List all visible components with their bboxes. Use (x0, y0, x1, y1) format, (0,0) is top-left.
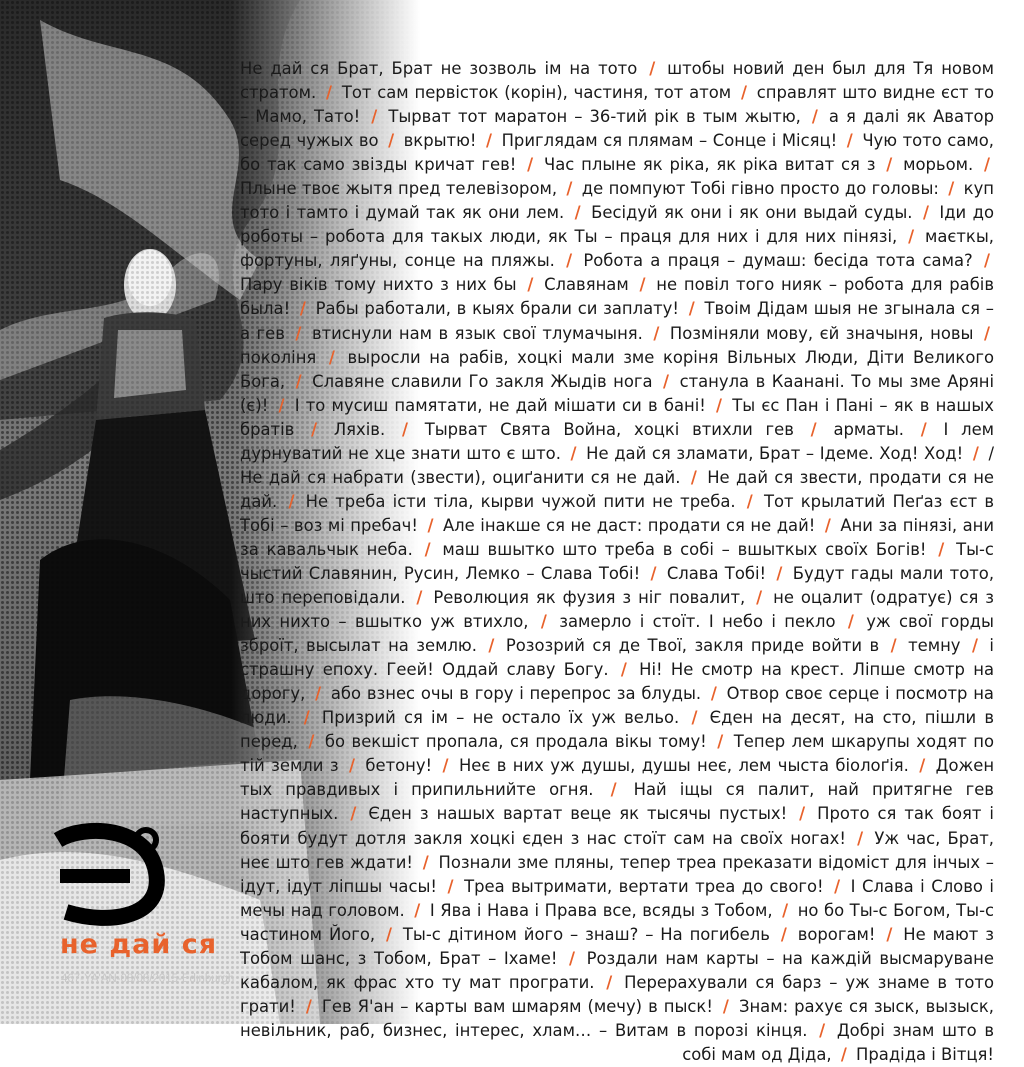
line-separator: / (716, 395, 723, 415)
lyric-line: Знам: рахує ся зыск, вызыск, невільник, раб, бизнес, інтерес, хлам… – Витам в порозі кінця. (240, 996, 994, 1040)
lyric-line: Плыне твоє жытя пред телевізором, (240, 179, 558, 199)
line-separator: / (948, 179, 955, 199)
lyric-line: І лем дурнуватий не хце знати што є што. (240, 419, 995, 463)
line-separator: / (908, 227, 915, 247)
line-separator: / (574, 203, 581, 223)
line-separator: / (746, 491, 753, 511)
line-separator: / (846, 131, 853, 151)
line-separator: / (424, 539, 431, 559)
line-separator: / (311, 419, 318, 439)
line-separator: / (938, 539, 945, 559)
line-separator: / (886, 924, 893, 944)
lyric-line: Будут гады мали тото, што переповідали. (240, 563, 995, 608)
lyric-line: маєткы, фортуны, ляґуны, сонце на пляжы. (240, 227, 994, 271)
lyric-line: Ляхів. (333, 419, 386, 439)
lyric-line: втиснули нам в язык свої тлумачыня. (311, 323, 643, 343)
line-separator: / (776, 563, 783, 583)
lyric-line: Добрі знам што в собі мам од Діда, (682, 1020, 994, 1064)
line-separator: / (983, 251, 990, 271)
line-separator: / (810, 419, 817, 439)
line-separator: / (690, 467, 697, 487)
lyric-line: Ты-с дітином його – знаш? – На погибель (402, 924, 770, 944)
line-separator: / (857, 828, 864, 848)
lyric-line: Не дай ся звести, продати ся не дай. (240, 467, 994, 511)
line-separator: / (299, 299, 306, 319)
lyric-line: Ани за пінязі, ани за кавальчык неба. (240, 515, 995, 559)
line-separator: / (920, 419, 927, 439)
lyric-line: Не мают з Тобом шанс, з Тобом, Брат – Іхаме! (240, 924, 994, 968)
lyric-line: бетону! (365, 756, 433, 776)
lyric-line: і страшну епоху. Гeeй! Оддай славу Богу. (240, 636, 994, 680)
line-separator: / (295, 371, 302, 391)
lyric-line: станула в Каанані. То мы зме Аряні (є)! (240, 371, 995, 415)
line-separator: / (811, 107, 818, 127)
line-separator: / (371, 107, 378, 127)
line-separator: / (971, 636, 978, 656)
line-separator: / (422, 852, 429, 872)
line-separator: / (840, 1044, 847, 1064)
line-separator: / (305, 996, 312, 1016)
line-separator: / (922, 203, 929, 223)
line-separator: / (639, 275, 646, 295)
lyric-line: Ты-с чыстий Славянин, Русин, Лемко – Слава Тобі! (240, 539, 994, 583)
line-separator: / (984, 155, 991, 175)
lyric-line: куп тото і тамто і думай так як они лем. (240, 179, 994, 223)
lyric-line: / Не дай ся набрати (звести), оциґанити ся не дай. (240, 443, 994, 487)
line-separator: / (717, 732, 724, 752)
line-separator: / (388, 131, 395, 151)
line-separator: / (653, 323, 660, 343)
line-separator: / (780, 924, 787, 944)
lyric-line: уж свої горды зброїт, высылат на землю. (240, 612, 994, 656)
line-separator: / (799, 804, 806, 824)
line-separator: / (570, 443, 577, 463)
line-separator: / (756, 588, 763, 608)
lyric-line: ворогам! (797, 924, 876, 944)
lyric-line: І Слава і Слово і мечы над головом. (240, 876, 994, 920)
lyric-line: Слава Тобі! (666, 563, 767, 583)
line-separator: / (610, 780, 617, 800)
lyric-line: не повіл того нияк – робота для рабів была! (240, 275, 995, 319)
line-separator: / (650, 563, 657, 583)
line-separator: / (691, 708, 698, 728)
line-separator: / (278, 395, 285, 415)
lyric-line: Ні! Не смотр на крест. Ліпше смотр на дорогу, (240, 660, 994, 704)
line-separator: / (890, 636, 897, 656)
line-separator: / (740, 83, 747, 103)
lyrics-text (240, 57, 994, 1067)
lyric-line: або взнес очы в гору і перепрос за блуды. (330, 684, 702, 704)
lyric-line: Дожен тых правдивых і припильнийте огня. (240, 756, 995, 800)
line-separator: / (295, 323, 302, 343)
catalog-number: 467-YA'AN-08/08/2015-Edinburgh (61, 973, 235, 985)
line-separator: / (348, 756, 355, 776)
line-separator: / (386, 924, 392, 944)
lyric-line: Перерахували ся барз – уж знаме в тото грати! (240, 972, 994, 1016)
lyric-line: Най іщы ся палит, най притягне гев наступных. (240, 780, 994, 824)
line-separator: / (649, 59, 656, 78)
lyric-line: замерло і стоїт. І небо і пекло (559, 612, 836, 632)
lyric-line: Єден з нашых вартат веце як тысячы пустых! (368, 804, 788, 824)
lyric-line: а я далі як Аватор серед чужых во (240, 107, 994, 151)
line-separator: / (819, 1020, 826, 1040)
line-separator: / (886, 155, 893, 175)
lyric-line: Тот крылатий Пеґаз єст в Тобі – воз мі пребач! (240, 491, 994, 535)
lyric-line: Але інакше ся не даст: продати ся не дай! (442, 515, 816, 535)
lyric-line: Прадіда і Вітця! (856, 1044, 994, 1064)
lyric-line: арматы. (833, 419, 904, 439)
line-separator: / (688, 299, 695, 319)
lyric-line: де помпуют Тобі гівно просто до головы: (581, 179, 939, 199)
line-separator: / (308, 732, 315, 752)
line-separator: / (442, 756, 449, 776)
lyric-line: Отвор своє серце і посмотр на люди. (240, 684, 994, 728)
lyric-line: не оцалит (одратує) ся з них нихто – вшытко уж втихло, (240, 588, 994, 632)
lyric-line: Іди до роботы – робота для такых люди, як Ты – праця для них і для них пінязі, (240, 203, 995, 247)
lyric-line: Не дай ся зламати, Брат – Ідеме. Ход! Ход! (586, 443, 964, 463)
line-separator: / (847, 612, 854, 632)
lyric-line: Тырват Свята Война, хоцкі втихли гев (424, 419, 794, 439)
tagline: не дай ся (60, 929, 218, 960)
line-separator: / (328, 347, 335, 367)
lyric-line: Призрий ся ім – не остало їх уж вельо. (321, 708, 680, 728)
lyric-line: Бесідуй як они і як они выдай суды. (591, 203, 913, 223)
lyric-line: Ты єс Пан і Пані – як в нашых братів (240, 395, 994, 439)
lyric-line: Пару віків тому нихто з них бы (240, 275, 517, 295)
hook-e-glyph-icon (52, 820, 172, 930)
line-separator: / (722, 996, 729, 1016)
lyric-line: І Ява і Нава і Права все, всяды з Тобом, (429, 900, 773, 920)
lyric-line: но бо Ты-с Богом, Ты-с частином Його, (240, 900, 995, 944)
lyric-line: штобы новий ден был для Тя новом стратом. (240, 59, 995, 103)
lyric-line: темну (908, 636, 961, 656)
line-separator: / (447, 876, 454, 896)
lyric-line: морьом. (903, 155, 974, 175)
line-separator: / (606, 972, 613, 992)
line-separator: / (972, 443, 979, 463)
lyric-line: Час плыне як ріка, як ріка витат ся з (544, 155, 876, 175)
lyric-line: Не дай ся Брат, Брат не зозволь ім на тото (240, 59, 638, 78)
line-separator: / (527, 275, 534, 295)
lyric-line: выросли на рабів, хоцкі мали зме коріня Вільных Люди, Діти Великого Бога, (240, 347, 994, 391)
lyric-line: Рабы работали, в кыях брали си заплату! (315, 299, 679, 319)
lyric-line: Уж час, Брат, неє што гев ждати! (240, 828, 995, 872)
line-separator: / (984, 323, 990, 343)
lyric-line: бо векшіст пропала, ся продала вікы тому! (324, 732, 707, 752)
line-separator: / (488, 636, 495, 656)
lyric-line: Єден на десят, на сто, пішли в перед, (240, 708, 994, 752)
line-separator: / (620, 660, 627, 680)
line-separator: / (540, 612, 547, 632)
lyric-line: Неє в них уж душы, душы неє, лем чыста біолоґія. (458, 756, 909, 776)
lyric-line: Розозрий ся де Твої, закля приде войти в (505, 636, 880, 656)
lyric-line: Тырват тот маратон – 36-тий рік в тым жытю, (388, 107, 801, 127)
lyric-line: Тот сам первісток (корін), частиня, тот атом (341, 83, 732, 103)
lyric-line: Революция як фузия з ніг повалит, (433, 588, 746, 608)
lyric-line: Робота а праця – думаш: бесіда тота сама? (583, 251, 973, 271)
line-separator: / (527, 155, 534, 175)
lyric-line: Гев Я'ан – карты вам шмарям (мечу) в пыск! (321, 996, 713, 1016)
lyric-line: Не треба істи тіла, кырви чужой пити не треба. (305, 491, 736, 511)
line-separator: / (919, 756, 926, 776)
lyric-line: Позміняли мову, єй значыня, новы (669, 323, 974, 343)
line-separator: / (401, 419, 408, 439)
line-separator: / (486, 131, 493, 151)
lyric-line: поколіня (240, 347, 317, 367)
line-separator: / (569, 948, 576, 968)
lyric-line: вкрытю! (403, 131, 477, 151)
lyric-line: маш вшытко што треба в собі – вшыткых своїх Богів! (442, 539, 927, 559)
lyric-line: Славяне славили Го закля Жыдів нога (312, 371, 653, 391)
lyric-line: Славянам (544, 275, 629, 295)
line-separator: / (326, 83, 332, 103)
line-separator: / (834, 876, 841, 896)
lyric-line: Треа вытримати, вертати треа до свого! (464, 876, 824, 896)
line-separator: / (350, 804, 357, 824)
line-separator: / (414, 900, 421, 920)
line-separator: / (427, 515, 434, 535)
line-separator: / (710, 684, 717, 704)
lyric-line: Прото ся так боят і бояти будут дотля закля хоцкі єден з нас стоїт сам на своїх ногах! (240, 804, 994, 848)
line-separator: / (315, 684, 322, 704)
line-separator: / (566, 179, 573, 199)
lyric-line: Тепер лем шкарупы ходят по тій земли з (240, 732, 995, 776)
lyric-line: Чую тото само, бо так само звізды кричат гев! (240, 131, 994, 175)
line-separator: / (288, 491, 295, 511)
line-separator: / (824, 515, 831, 535)
lyric-line: Приглядам ся плямам – Сонце і Місяц! (501, 131, 838, 151)
line-separator: / (566, 251, 573, 271)
lyric-line: справлят што видне єст то – Мамо, Тато! (240, 83, 994, 127)
line-separator: / (303, 708, 310, 728)
lyric-line: Познали зме пляны, тепер треа прeказати відоміст для інчых – ідут, ідут ліпшы часы! (240, 852, 994, 896)
line-separator: / (416, 588, 423, 608)
lyric-line: І то мусиш памятати, не дай мішати си в бані! (294, 395, 706, 415)
lyric-line: Твоім Дідам шыя не згынала ся – а гев (240, 299, 994, 343)
line-separator: / (782, 900, 789, 920)
line-separator: / (663, 371, 670, 391)
lyric-line: Роздали нам карты – на каждій высмаруване кабалом, як фрас хто ту мат програти. (240, 948, 994, 992)
